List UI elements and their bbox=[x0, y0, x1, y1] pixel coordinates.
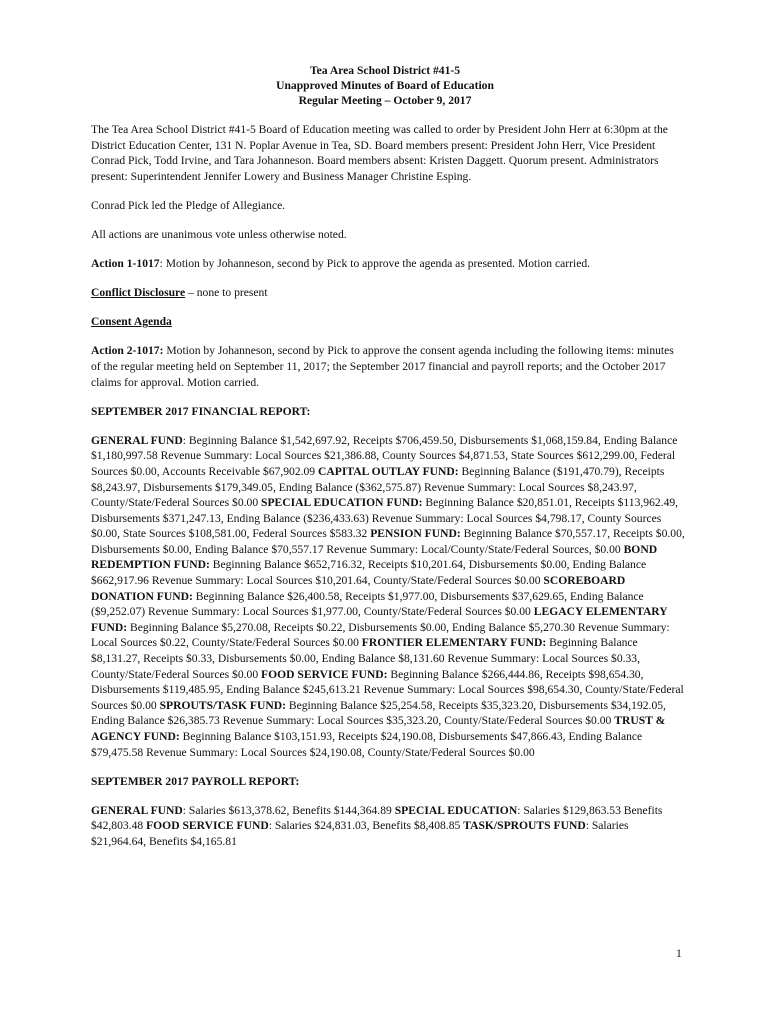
fund-label-frontier-elementary: FRONTIER ELEMENTARY FUND: bbox=[361, 636, 547, 650]
pledge-paragraph: Conrad Pick led the Pledge of Allegiance. bbox=[91, 198, 286, 212]
intro-paragraph: The Tea Area School District #41-5 Board of Education meeting was called to order by President John Herr at 6:30pm at the District Education Center, 131 N. Poplar Avenue in Tea, SD. Board members present: President John Herr, Vice President Conrad Pick, Todd Irvine, and Tara Johanneson. Board members absent: Kristen Daggett. Quorum present. Administrators present: Superintendent Jennifer Lowery and Business Manager Christine Esping. bbox=[91, 123, 668, 183]
fund-text-legacy-elementary: Beginning Balance $5,270.08, Receipts $0.22, Disbursements $0.00, Ending Balance $5,270.30 Revenue Summary: Local Sources $0.22, County/State/Federal Sources $0.00 bbox=[91, 620, 670, 650]
meeting-date-title: Regular Meeting – October 9, 2017 bbox=[298, 94, 472, 108]
action-1-paragraph bbox=[91, 256, 685, 272]
fund-text-scoreboard-donation: Beginning Balance $26,400.58, Receipts $1,977.00, Disbursements $37,629.65, Ending Balance ($9,252.07) Revenue Summary: Local Sources $1,977.00, County/State/Federal Sources $0.00 bbox=[91, 589, 644, 619]
payroll-label-general: GENERAL FUND bbox=[91, 803, 183, 817]
payroll-label-special-education: SPECIAL EDUCATION bbox=[394, 803, 518, 817]
conflict-disclosure-label: Conflict Disclosure bbox=[91, 286, 186, 300]
fund-label-bond-redemption: BOND REDEMPTION FUND: bbox=[91, 542, 658, 572]
payroll-text-special-education: : Salaries $129,863.53 Benefits $42,803.48 bbox=[91, 803, 663, 833]
action-2-text: Motion by Johanneson, second by Pick to approve the consent agenda including the following items: minutes of the regular meeting held on September 11, 2017; the September 2017 financial and payroll reports; and the October 2017 claims for approval. Motion carried. bbox=[91, 344, 674, 389]
fund-label-general: GENERAL FUND bbox=[91, 433, 183, 447]
fund-label-special-education: SPECIAL EDUCATION FUND: bbox=[261, 496, 423, 510]
fund-label-food-service: FOOD SERVICE FUND: bbox=[261, 667, 388, 681]
conflict-disclosure-text: – none to present bbox=[185, 286, 268, 300]
fund-label-legacy-elementary: LEGACY ELEMENTARY FUND: bbox=[91, 605, 668, 634]
fund-label-capital-outlay: CAPITAL OUTLAY FUND: bbox=[318, 464, 459, 478]
fund-label-scoreboard-donation: SCOREBOARD DONATION FUND: bbox=[91, 574, 626, 603]
financial-report-heading: SEPTEMBER 2017 FINANCIAL REPORT: bbox=[91, 404, 311, 418]
unanimous-paragraph: All actions are unanimous vote unless otherwise noted. bbox=[91, 227, 347, 241]
fund-text-frontier-elementary: Beginning Balance $8,131.27, Receipts $0.33, Disbursements $0.00, Ending Balance $8,131.60 Revenue Summary: Local Sources $0.33, County/State/Federal Sources $0.00 bbox=[91, 636, 641, 681]
fund-text-capital-outlay: Beginning Balance ($191,470.79), Receipts $8,243.97, Disbursements $179,349.05, Ending Balance ($362,575.87) Revenue Summary: Local Sources $8,243.97, County/State/Federal Sources $0.00 bbox=[91, 464, 665, 510]
document-header bbox=[90, 63, 680, 109]
minutes-title: Unapproved Minutes of Board of Education bbox=[276, 79, 494, 93]
page-number: 1 bbox=[676, 947, 682, 960]
payroll-text-task-sprouts: : Salaries $21,964.64, Benefits $4,165.81 bbox=[91, 819, 629, 848]
district-title: Tea Area School District #41-5 bbox=[309, 64, 461, 77]
payroll-label-task-sprouts: TASK/SPROUTS FUND bbox=[463, 819, 586, 833]
payroll-text-general: : Salaries $613,378.62, Benefits $144,364.89 bbox=[182, 803, 395, 817]
fund-text-special-education: Beginning Balance $20,851.01, Receipts $113,962.49, Disbursements $371,247.13, Ending Balance ($236,433.63) Revenue Summary: Local Sources $4,798.17, County Sources $0.00, State Sources $108,581.00, Federal Sources $583.32 bbox=[91, 496, 679, 541]
payroll-report-heading: SEPTEMBER 2017 PAYROLL REPORT: bbox=[91, 774, 300, 788]
document-body bbox=[91, 122, 685, 863]
fund-label-trust-agency: TRUST & AGENCY FUND: bbox=[91, 714, 666, 743]
fund-text-bond-redemption: Beginning Balance $652,716.32, Receipts $10,201.64, Disbursements $0.00, Ending Balance $662,917.96 Revenue Summary: Local Sources $10,201.64, County/State/Federal Sources $0.00 bbox=[91, 558, 647, 588]
fund-text-pension: Beginning Balance $70,557.17, Receipts $0.00, Disbursements $0.00, Ending Balance $70,557.17 Revenue Summary: Local/County/State/Federal Sources, $0.00 bbox=[91, 527, 685, 556]
conflict-disclosure-paragraph bbox=[91, 285, 685, 301]
financial-report-paragraph bbox=[91, 433, 685, 760]
consent-agenda-label: Consent Agenda bbox=[91, 315, 172, 329]
fund-text-food-service: Beginning Balance $266,444.86, Receipts $98,654.30, Disbursements $119,485.95, Ending Balance $245,613.21 Revenue Summary: Local Sources $98,654.30, County/State/Federal Sources $0.00 bbox=[91, 667, 684, 712]
action-2-label: Action 2-1017: bbox=[91, 344, 164, 358]
payroll-text-food-service: : Salaries $24,831.03, Benefits $8,408.85 bbox=[268, 819, 464, 833]
payroll-report-paragraph bbox=[91, 803, 685, 850]
fund-text-general: : Beginning Balance $1,542,697.92, Receipts $706,459.50, Disbursements $1,068,159.84, Ending Balance $1,180,997.58 Revenue Summary: Local Sources $21,386.88, County Sources $4,871.53, State Sources $612,299.00, Federal Sources $0.00, Accounts Receivable $67,902.09 bbox=[91, 433, 678, 478]
fund-label-sprouts-task: SPROUTS/TASK FUND: bbox=[159, 698, 286, 712]
action-1-label: Action 1-1017 bbox=[91, 257, 160, 271]
action-1-text: : Motion by Johanneson, second by Pick to approve the agenda as presented. Motion carried. bbox=[159, 257, 591, 271]
fund-text-sprouts-task: Beginning Balance $25,254.58, Receipts $35,323.20, Disbursements $34,192.05, Ending Balance $26,385.73 Revenue Summary: Local Sources $35,323.20, County/State/Federal Sources $0.00 bbox=[91, 698, 666, 728]
consent-agenda-heading bbox=[91, 314, 685, 330]
fund-text-trust-agency: Beginning Balance $103,151.93, Receipts $24,190.08, Disbursements $47,866.43, Ending Balance $79,475.58 Revenue Summary: Local Sources $24,190.08, County/State/Federal Sources $0.00 bbox=[91, 730, 643, 759]
action-2-paragraph bbox=[91, 343, 685, 390]
fund-label-pension: PENSION FUND: bbox=[370, 527, 461, 541]
payroll-label-food-service: FOOD SERVICE FUND bbox=[146, 819, 269, 833]
